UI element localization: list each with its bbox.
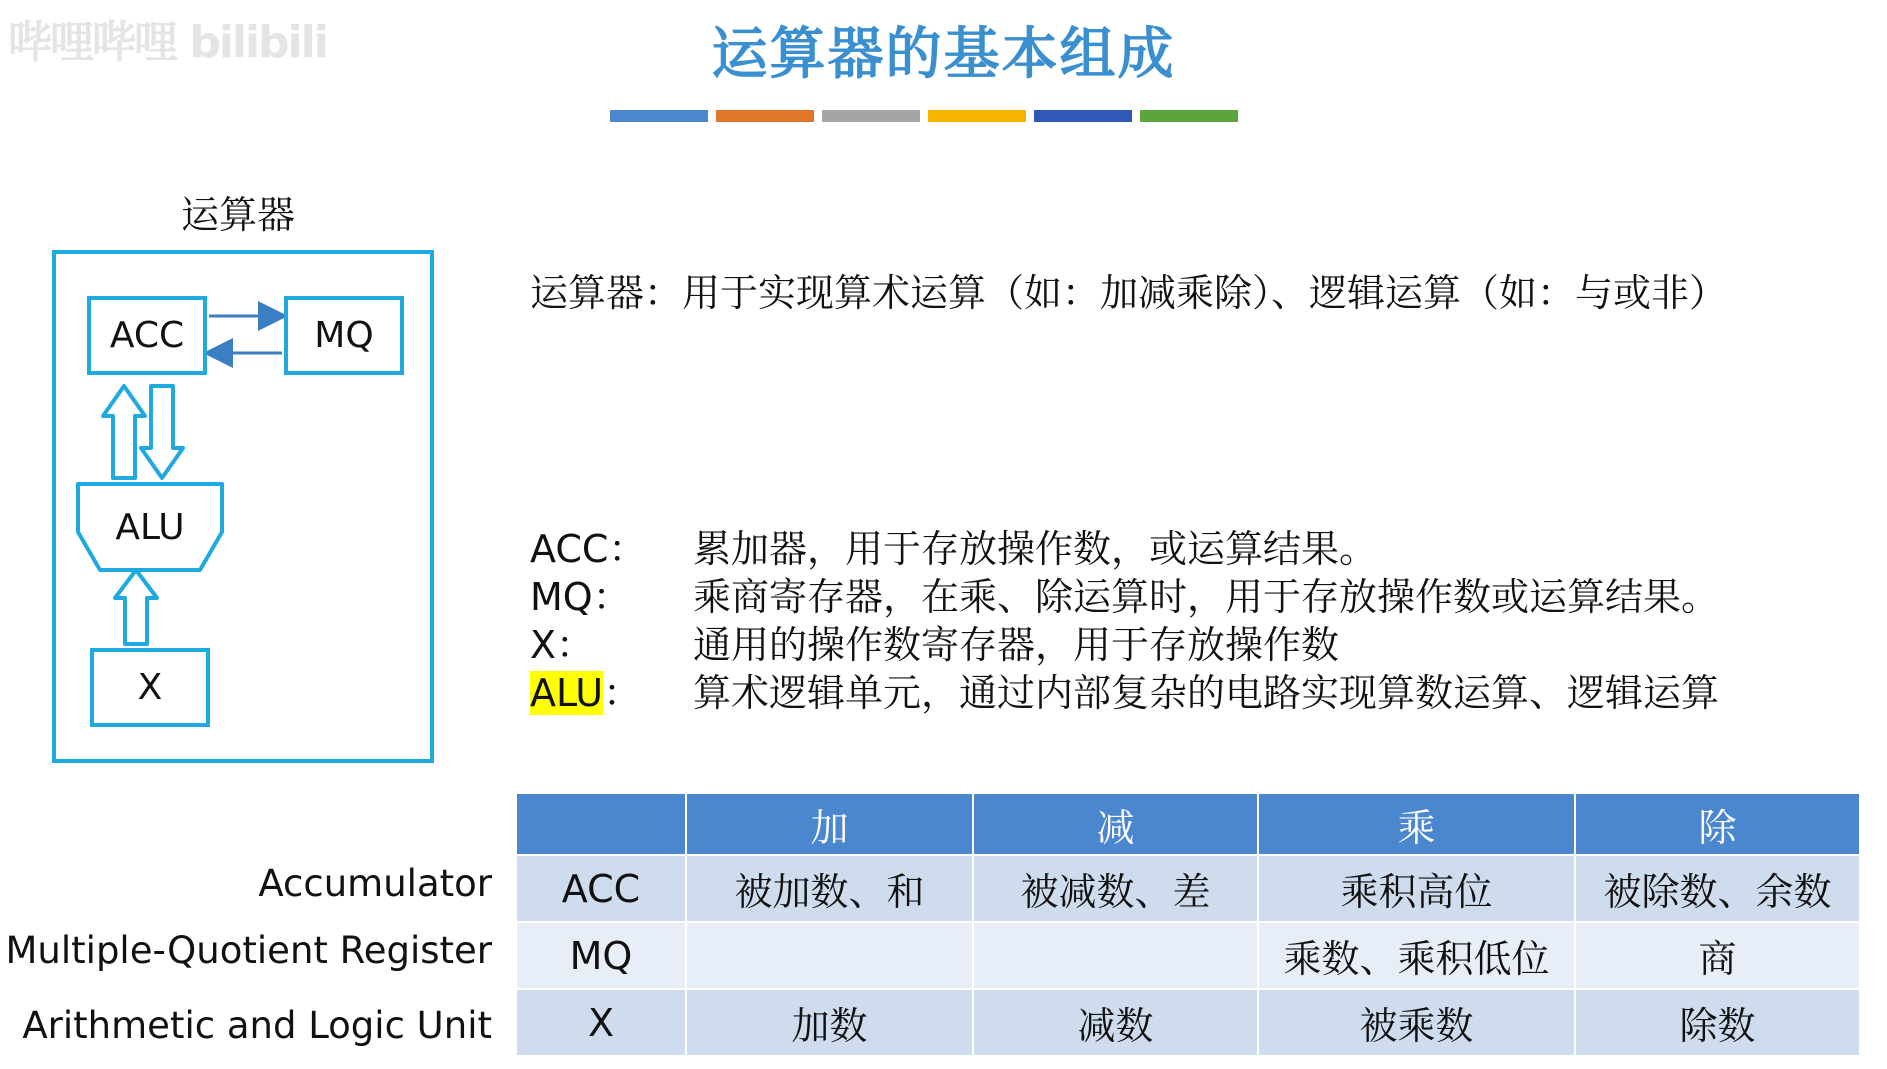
term-name: MQ bbox=[530, 575, 593, 619]
term-definition: 通用的操作数寄存器，用于存放操作数 bbox=[693, 623, 1340, 667]
register-usage-table bbox=[515, 792, 1861, 1057]
table-cell: 乘积高位 bbox=[1258, 855, 1575, 922]
table-cell: 被加数、和 bbox=[686, 855, 973, 922]
table-header-row bbox=[516, 793, 1860, 855]
acc-to-alu-arrow bbox=[141, 386, 183, 478]
x-register bbox=[90, 648, 210, 727]
row-label-alu: Arithmetic and Logic Unit bbox=[22, 1004, 492, 1047]
table-cell: 加数 bbox=[686, 989, 973, 1056]
alu-to-acc-arrow bbox=[103, 386, 145, 478]
alu-label: ALU bbox=[115, 506, 185, 548]
table-cell: 除数 bbox=[1575, 989, 1860, 1056]
x-to-alu-arrow bbox=[115, 570, 157, 644]
acc-label: ACC bbox=[109, 315, 185, 356]
title-bar bbox=[1034, 110, 1132, 122]
table-cell bbox=[973, 922, 1258, 989]
title-bar bbox=[610, 110, 708, 122]
table-row bbox=[516, 989, 1860, 1056]
table-cell: 乘数、乘积低位 bbox=[1258, 922, 1575, 989]
term-definition: 乘商寄存器，在乘、除运算时，用于存放操作数或运算结果。 bbox=[693, 575, 1720, 619]
title-color-bars bbox=[610, 110, 1238, 122]
table-cell: ACC bbox=[516, 855, 686, 922]
table-header-cell: 乘 bbox=[1258, 793, 1575, 855]
table-cell: MQ bbox=[516, 922, 686, 989]
term-name: ACC bbox=[530, 527, 609, 571]
term-name-highlighted: ALU bbox=[530, 671, 604, 715]
table-cell: X bbox=[516, 989, 686, 1056]
table-header-cell: 加 bbox=[686, 793, 973, 855]
term-colon: ： bbox=[556, 623, 595, 667]
term-colon: ： bbox=[603, 671, 642, 715]
page-title: 运算器的基本组成 bbox=[711, 22, 1176, 87]
title-bar bbox=[716, 110, 814, 122]
table-cell bbox=[686, 922, 973, 989]
term-name: X bbox=[530, 623, 557, 667]
acc-register bbox=[87, 296, 207, 375]
table-row bbox=[516, 855, 1860, 922]
title-bar bbox=[822, 110, 920, 122]
row-label-mq-register: Multiple-Quotient Register bbox=[5, 929, 492, 972]
diagram-caption: 运算器 bbox=[181, 193, 296, 237]
alu-description: 运算器：用于实现算术运算（如：加减乘除）、逻辑运算（如：与或非） bbox=[530, 271, 1728, 315]
title-bar bbox=[928, 110, 1026, 122]
mq-register bbox=[284, 296, 404, 375]
term-definition: 算术逻辑单元，通过内部复杂的电路实现算数运算、逻辑运算 bbox=[693, 671, 1720, 715]
table-header-cell bbox=[516, 793, 686, 855]
mq-label: MQ bbox=[314, 315, 374, 356]
table-cell: 减数 bbox=[973, 989, 1258, 1056]
term-colon: ： bbox=[592, 575, 631, 619]
x-label: X bbox=[137, 667, 163, 708]
table-cell: 被乘数 bbox=[1258, 989, 1575, 1056]
term-definition: 累加器，用于存放操作数，或运算结果。 bbox=[693, 527, 1378, 571]
table-cell: 被除数、余数 bbox=[1575, 855, 1860, 922]
table-row bbox=[516, 922, 1860, 989]
watermark: 哔哩哔哩 bilibili bbox=[8, 17, 327, 68]
term-colon: ： bbox=[608, 527, 647, 571]
table-cell: 商 bbox=[1575, 922, 1860, 989]
table-header-cell: 减 bbox=[973, 793, 1258, 855]
table-cell: 被减数、差 bbox=[973, 855, 1258, 922]
title-bar bbox=[1140, 110, 1238, 122]
row-label-accumulator: Accumulator bbox=[258, 862, 492, 905]
table-header-cell: 除 bbox=[1575, 793, 1860, 855]
